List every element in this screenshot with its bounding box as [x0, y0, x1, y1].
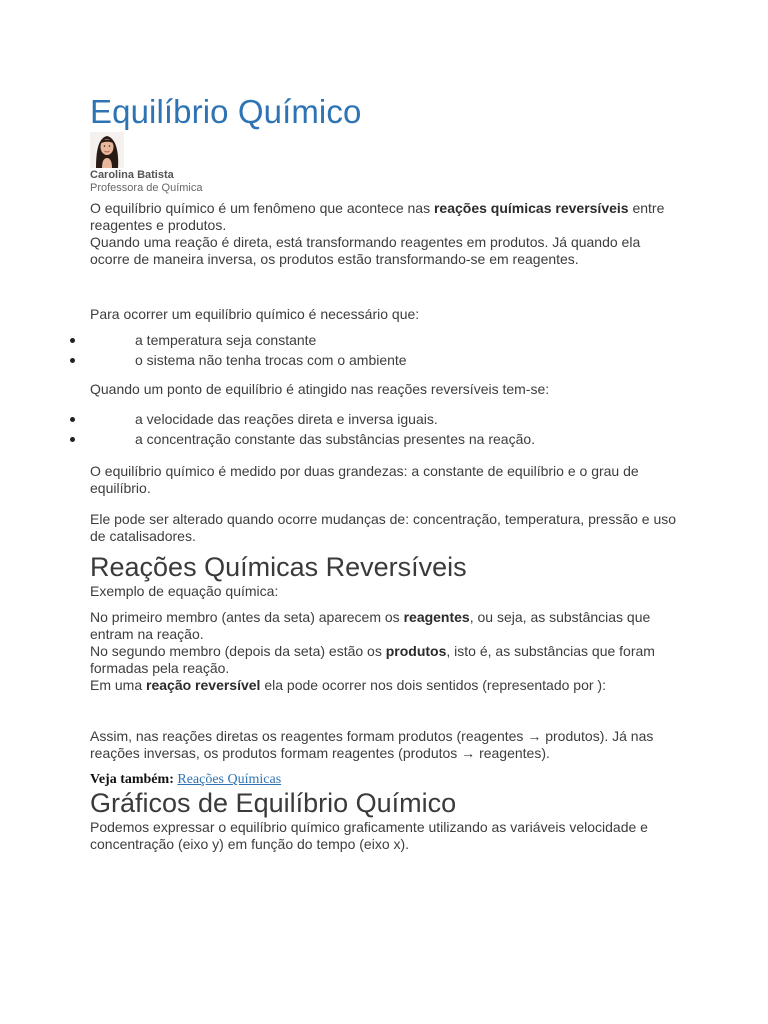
reversible-text-b: ela pode ocorrer nos dois sentidos (representado por ):	[260, 677, 606, 693]
bullet-icon	[70, 358, 75, 363]
intro-bold: reações químicas reversíveis	[433, 200, 629, 216]
list-item-text: a temperatura seja constante	[135, 332, 317, 348]
second-member-paragraph	[90, 643, 680, 677]
second-member-text-a: No segundo membro (depois da seta) estão os	[90, 643, 386, 659]
author-name: Carolina Batista	[90, 169, 174, 181]
intro-text-b: entre reagentes e produtos.	[90, 200, 665, 233]
second-member-bold: produtos	[385, 643, 447, 659]
author-block	[90, 132, 680, 194]
intro-text-a: O equilíbrio químico é um fenômeno que acontece nas	[90, 200, 434, 216]
reversible-paragraph	[90, 677, 680, 694]
measure-paragraph: O equilíbrio químico é medido por duas grandezas: a constante de equilíbrio e o grau de equilíbrio.	[90, 463, 639, 496]
section-heading-graphs: Gráficos de Equilíbrio Químico	[90, 788, 457, 818]
author-avatar	[90, 132, 124, 168]
section-heading-reversible: Reações Químicas Reversíveis	[90, 552, 467, 582]
list-item-text: a concentração constante das substâncias presentes na reação.	[135, 431, 536, 447]
see-also-link[interactable]: Reações Químicas	[177, 772, 282, 787]
list-item	[90, 409, 680, 429]
point-intro: Quando um ponto de equilíbrio é atingido nas reações reversíveis tem-se:	[90, 381, 550, 397]
conditions-intro: Para ocorrer um equilíbrio químico é necessário que:	[90, 306, 420, 322]
second-member-text-b: , isto é, as substâncias que foram formadas pela reação.	[90, 643, 655, 676]
graphs-paragraph: Podemos expressar o equilíbrio químico graficamente utilizando as variáveis velocidade e concentração (eixo y) em função do tempo (eixo x).	[90, 819, 648, 852]
see-also-label: Veja também:	[90, 772, 174, 787]
first-member-text-a: No primeiro membro (antes da seta) aparecem os	[90, 609, 404, 625]
list-item-text: o sistema não tenha trocas com o ambiente	[135, 352, 407, 368]
first-member-bold: reagentes	[403, 609, 470, 625]
example-text: Exemplo de equação química:	[90, 583, 279, 599]
page-title: Equilíbrio Químico	[90, 93, 362, 130]
bullet-icon	[70, 437, 75, 442]
bullet-icon	[70, 417, 75, 422]
list-item	[90, 330, 680, 350]
intro-paragraph-2: Quando uma reação é direta, está transformando reagentes em produtos. Já quando ela ocorre de maneira inversa, os produtos estão transformando-se em reagentes.	[90, 234, 641, 267]
first-member-text-b: , ou seja, as substâncias que entram na reação.	[90, 609, 651, 642]
reversible-text-a: Em uma	[90, 677, 147, 693]
bullet-icon	[70, 338, 75, 343]
summary-paragraph: Assim, nas reações diretas os reagentes formam produtos (reagentes → produtos). Já nas reações inversas, os produtos formam reagentes (produtos → reagentes).	[90, 728, 654, 761]
article	[90, 92, 680, 853]
conditions-list	[90, 330, 680, 370]
intro-paragraph	[90, 200, 680, 234]
list-item-text: a velocidade das reações direta e inversa iguais.	[135, 411, 438, 427]
see-also	[90, 771, 680, 788]
author-photo	[90, 132, 124, 168]
point-list	[90, 409, 680, 449]
first-member-paragraph	[90, 609, 680, 643]
author-role: Professora de Química	[90, 182, 203, 194]
list-item	[90, 429, 680, 449]
reversible-bold: reação reversível	[146, 677, 261, 693]
list-item	[90, 350, 680, 370]
alter-paragraph: Ele pode ser alterado quando ocorre mudanças de: concentração, temperatura, pressão e uso de catalisadores.	[90, 511, 677, 544]
